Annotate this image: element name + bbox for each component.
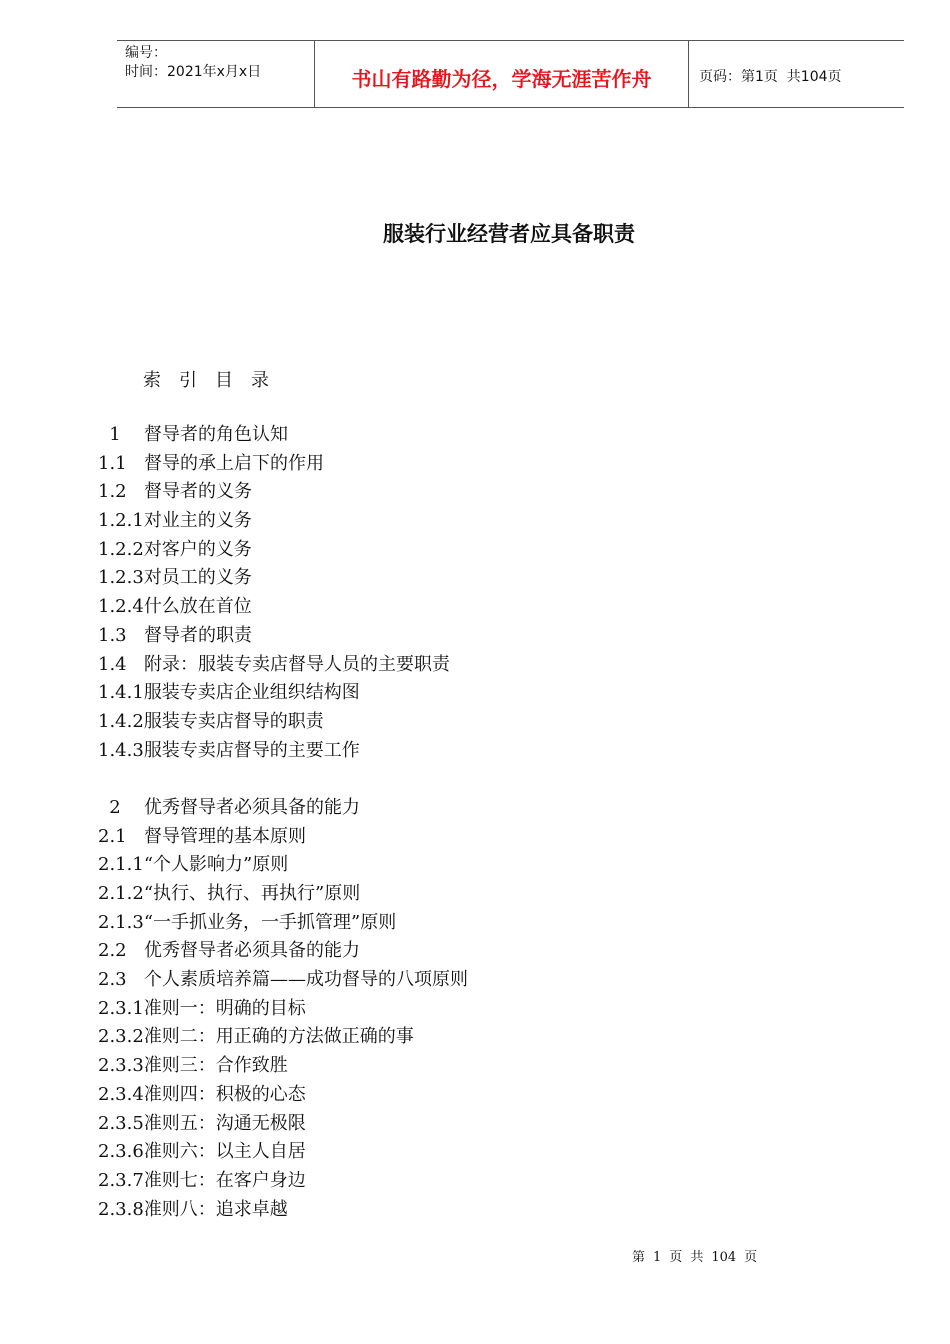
toc-item-number: 1.2.3 (98, 567, 144, 589)
toc-item-text: 督导的承上启下的作用 (144, 452, 324, 474)
header-motto: 书山有路勤为径，学海无涯苦作舟 (315, 41, 689, 107)
toc-item-text: 对员工的义务 (143, 567, 252, 589)
header-meta (117, 41, 315, 107)
toc-item[interactable] (98, 1052, 858, 1081)
toc-item[interactable] (98, 737, 858, 766)
toc-item-text: 服装专卖店企业组织结构图 (143, 682, 360, 704)
toc-item-number: 1.2.1 (98, 510, 144, 532)
toc-item[interactable] (98, 995, 858, 1024)
toc-item[interactable] (98, 966, 858, 995)
toc-item-number: 2.3.4 (98, 1083, 144, 1105)
toc-item-text: 优秀督导者必须具备的能力 (144, 796, 360, 818)
toc-item-number: 2.3.6 (98, 1141, 144, 1163)
toc-heading: 索引目录 (143, 370, 287, 391)
toc-item-number: 1.3 (98, 624, 127, 646)
footer-ye2: 页 (744, 1250, 758, 1265)
toc-item-text: 督导者的义务 (144, 481, 252, 503)
toc-item[interactable] (98, 1023, 858, 1052)
toc-item[interactable] (98, 1167, 858, 1196)
toc-item-text: 准则七：在客户身边 (143, 1169, 306, 1191)
toc-item[interactable] (98, 593, 858, 622)
toc-item-text: 准则三：合作致胜 (143, 1055, 288, 1077)
toc-item-number: 2.1.2 (98, 883, 144, 904)
toc-item[interactable] (98, 450, 858, 479)
toc-item-text: 服装专卖店督导的职责 (143, 710, 324, 732)
toc-item[interactable] (98, 794, 858, 823)
toc-item-number: 1.2 (98, 481, 127, 503)
number-label: 编号： (125, 45, 167, 61)
page-footer (632, 1246, 765, 1265)
footer-ye: 页 (669, 1250, 683, 1265)
toc-item-number: 2.3 (98, 969, 127, 991)
toc-item[interactable] (98, 564, 858, 593)
toc-item-text: “个人影响力”原则 (143, 854, 289, 876)
toc-item-text: “执行、执行、再执行”原则 (143, 883, 361, 904)
footer-page-number: 1 (653, 1250, 662, 1265)
toc-item[interactable] (98, 1110, 858, 1139)
toc-item-number: 1.1 (98, 452, 127, 474)
toc-item-text: 什么放在首位 (143, 596, 252, 618)
toc-item-number: 2.2 (98, 940, 127, 962)
toc-item-number: 2.3.5 (98, 1112, 144, 1134)
toc-item-text: 个人素质培养篇——成功督导的八项原则 (144, 969, 468, 991)
toc-item[interactable] (98, 679, 858, 708)
toc-item-number: 1.2.2 (98, 538, 144, 560)
toc-section-gap (98, 765, 858, 794)
toc-item-text: 准则一：明确的目标 (143, 997, 306, 1019)
toc-item-text: 准则六：以主人自居 (143, 1141, 306, 1163)
toc-item-number: 1 (109, 424, 121, 445)
toc-item-number: 2.1 (98, 825, 127, 847)
footer-gong: 共 (690, 1250, 704, 1265)
toc-item[interactable] (98, 937, 858, 966)
toc-item[interactable] (98, 880, 858, 909)
footer-di: 第 (632, 1250, 646, 1265)
toc-item-number: 2.3.2 (98, 1026, 144, 1048)
toc-item-number: 1.4 (98, 653, 127, 675)
toc-item-number: 1.4.3 (98, 739, 144, 761)
toc-item-number: 2.3.1 (98, 997, 144, 1019)
page-header (117, 40, 904, 108)
toc-item-number: 1.4.1 (98, 682, 144, 704)
toc-item[interactable] (98, 1196, 858, 1225)
footer-total-pages: 104 (711, 1250, 737, 1265)
toc-item[interactable] (98, 1081, 858, 1110)
toc-item-number: 2 (109, 796, 121, 818)
toc-item[interactable] (98, 478, 858, 507)
toc-item[interactable] (98, 507, 858, 536)
toc-item-text: 对业主的义务 (143, 510, 252, 532)
toc-item[interactable] (98, 651, 858, 680)
toc-item-text: 准则二：用正确的方法做正确的事 (143, 1026, 414, 1048)
toc-item-number: 1.4.2 (98, 710, 144, 732)
document-title: 服装行业经营者应具备职责 (383, 221, 635, 246)
toc-item-text: 督导者的角色认知 (144, 424, 288, 445)
header-page-label: 页码：第1页 共104页 (699, 69, 842, 85)
toc-item-text: 督导管理的基本原则 (144, 825, 306, 847)
toc-item[interactable] (98, 851, 858, 880)
toc-item[interactable] (98, 536, 858, 565)
toc-item-text: 准则五：沟通无极限 (143, 1112, 306, 1134)
toc-item[interactable] (98, 823, 858, 852)
toc-item[interactable] (98, 909, 858, 938)
toc-item[interactable] (98, 708, 858, 737)
toc-item-number: 2.1.1 (98, 854, 144, 876)
toc-item[interactable] (98, 622, 858, 651)
toc-item-text: 准则八：追求卓越 (143, 1198, 288, 1220)
toc-item-text: “一手抓业务，一手抓管理”原则 (143, 911, 397, 933)
toc-item[interactable] (98, 421, 858, 450)
toc-item-number: 1.2.4 (98, 596, 144, 618)
toc-item-text: 准则四：积极的心态 (143, 1083, 306, 1105)
toc-item-number: 2.1.3 (98, 911, 144, 933)
toc-item-text: 附录：服装专卖店督导人员的主要职责 (144, 653, 450, 675)
toc-item[interactable] (98, 1138, 858, 1167)
table-of-contents (98, 421, 858, 1224)
toc-item-text: 服装专卖店督导的主要工作 (143, 739, 360, 761)
time-label: 时间：2021年x月x日 (125, 64, 262, 80)
toc-item-number: 2.3.8 (98, 1198, 144, 1220)
toc-item-number: 2.3.7 (98, 1169, 144, 1191)
toc-item-number: 2.3.3 (98, 1055, 144, 1077)
toc-item-text: 对客户的义务 (143, 538, 252, 560)
toc-item-text: 优秀督导者必须具备的能力 (144, 940, 360, 962)
toc-item-text: 督导者的职责 (144, 624, 252, 646)
